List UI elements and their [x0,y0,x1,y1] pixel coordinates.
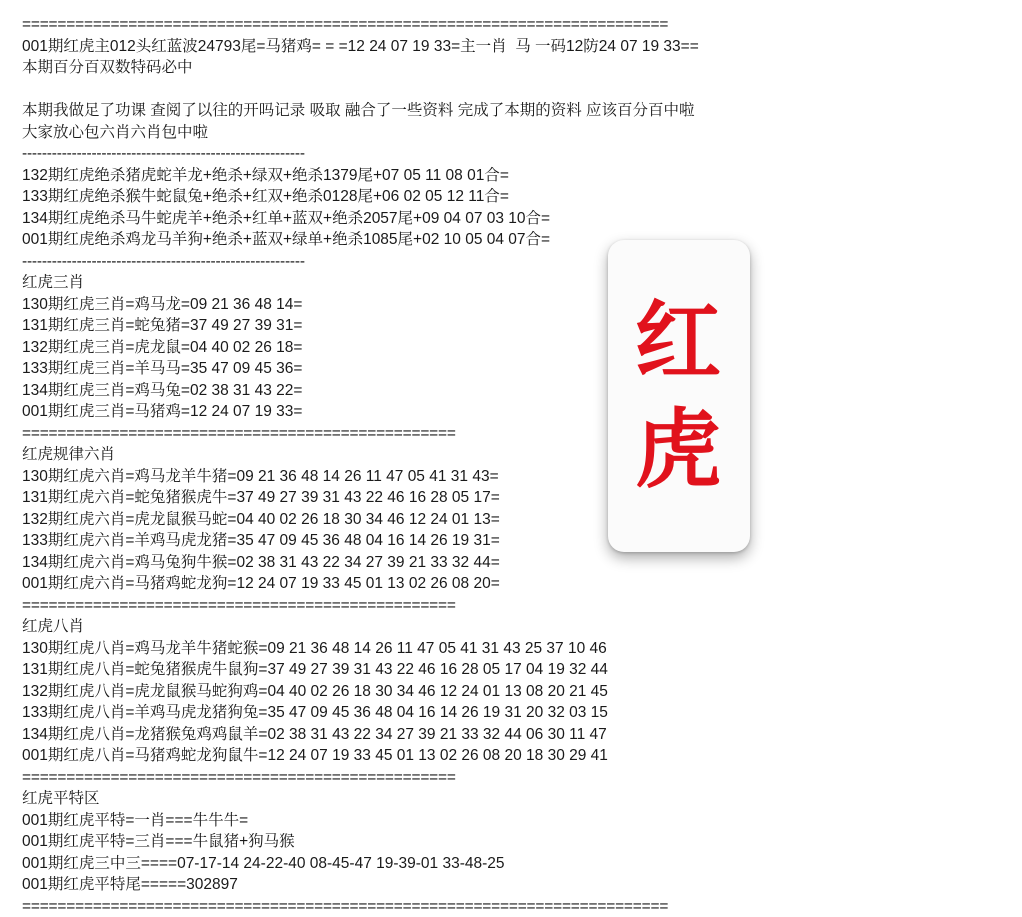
sanxiao-row-3: 132期红虎三肖=虎龙鼠=04 40 02 26 18= [22,337,942,359]
liuxiao-row-2: 131期红虎六肖=蛇兔猪猴虎牛=37 49 27 39 31 43 22 46 16 28 05 17= [22,487,942,509]
baxiao-row-1: 130期红虎八肖=鸡马龙羊牛猪蛇猴=09 21 36 48 14 26 11 47 05 41 31 43 25 37 10 46 [22,638,942,660]
red-tiger-logo-card [608,240,750,552]
baxiao-row-5: 134期红虎八肖=龙猪猴兔鸡鸡鼠羊=02 38 31 43 22 34 27 39 21 33 32 44 06 30 11 47 [22,724,942,746]
logo-char-hong: 红 [635,295,723,389]
pingte-row-3: 001期红虎三中三====07-17-14 24-22-40 08-45-47 19-39-01 33-48-25 [22,853,942,875]
dash-rule-1: --------------------------------------------------------- [22,143,942,165]
sanxiao-row-1: 130期红虎三肖=鸡马龙=09 21 36 48 14= [22,294,942,316]
separator-2: ================================================= [22,595,942,617]
liuxiao-row-3: 132期红虎六肖=虎龙鼠猴马蛇=04 40 02 26 18 30 34 46 12 24 01 13= [22,509,942,531]
pingte-row-4: 001期红虎平特尾=====302897 [22,874,942,896]
section-title-baxiao: 红虎八肖 [22,616,942,638]
baxiao-row-6: 001期红虎八肖=马猪鸡蛇龙狗鼠牛=12 24 07 19 33 45 01 13 02 26 08 20 18 30 29 41 [22,745,942,767]
logo-char-hu: 虎 [635,403,723,497]
juesha-row-2: 133期红虎绝杀猴牛蛇鼠兔+绝杀+红双+绝杀0128尾+06 02 05 12 11合= [22,186,942,208]
juesha-row-4: 001期红虎绝杀鸡龙马羊狗+绝杀+蓝双+绿单+绝杀1085尾+02 10 05 04 07合= [22,229,942,251]
liuxiao-row-6: 001期红虎六肖=马猪鸡蛇龙狗=12 24 07 19 33 45 01 13 02 26 08 20= [22,573,942,595]
sanxiao-row-6: 001期红虎三肖=马猪鸡=12 24 07 19 33= [22,401,942,423]
sanxiao-row-5: 134期红虎三肖=鸡马兔=02 38 31 43 22= [22,380,942,402]
baxiao-row-3: 132期红虎八肖=虎龙鼠猴马蛇狗鸡=04 40 02 26 18 30 34 46 12 24 01 13 08 20 21 45 [22,681,942,703]
pingte-row-2: 001期红虎平特=三肖===牛鼠猪+狗马猴 [22,831,942,853]
intro-line-1: 本期我做足了功课 查阅了以往的开吗记录 吸取 融合了一些资料 完成了本期的资料 应该百分百中啦 [22,100,942,122]
liuxiao-row-5: 134期红虎六肖=鸡马兔狗牛猴=02 38 31 43 22 34 27 39 21 33 32 44= [22,552,942,574]
dash-rule-2: --------------------------------------------------------- [22,251,942,273]
separator-3: ================================================= [22,767,942,789]
section-title-sanxiao: 红虎三肖 [22,272,942,294]
intro-line-2: 大家放心包六肖六肖包中啦 [22,122,942,144]
sanxiao-row-2: 131期红虎三肖=蛇兔猪=37 49 27 39 31= [22,315,942,337]
separator-1: ================================================= [22,423,942,445]
main-line-2: 本期百分百双数特码必中 [22,57,942,79]
main-line-1: 001期红虎主012头红蓝波24793尾=马猪鸡= = =12 24 07 19 33=主一肖 马 一码12防24 07 19 33== [22,36,942,58]
document-body [22,14,942,917]
juesha-row-3: 134期红虎绝杀马牛蛇虎羊+绝杀+红单+蓝双+绝杀2057尾+09 04 07 03 10合= [22,208,942,230]
baxiao-row-4: 133期红虎八肖=羊鸡马虎龙猪狗兔=35 47 09 45 36 48 04 16 14 26 19 31 20 32 03 15 [22,702,942,724]
sanxiao-row-4: 133期红虎三肖=羊马马=35 47 09 45 36= [22,358,942,380]
separator-top: ========================================================================= [22,14,942,36]
liuxiao-row-1: 130期红虎六肖=鸡马龙羊牛猪=09 21 36 48 14 26 11 47 05 41 31 43= [22,466,942,488]
baxiao-row-2: 131期红虎八肖=蛇兔猪猴虎牛鼠狗=37 49 27 39 31 43 22 46 16 28 05 17 04 19 32 44 [22,659,942,681]
section-title-liuxiao: 红虎规律六肖 [22,444,942,466]
pingte-row-1: 001期红虎平特=一肖===牛牛牛= [22,810,942,832]
liuxiao-row-4: 133期红虎六肖=羊鸡马虎龙猪=35 47 09 45 36 48 04 16 14 26 19 31= [22,530,942,552]
juesha-row-1: 132期红虎绝杀猪虎蛇羊龙+绝杀+绿双+绝杀1379尾+07 05 11 08 01合= [22,165,942,187]
separator-bottom: ========================================================================= [22,896,942,917]
spacer-1 [22,79,942,101]
section-title-pingte: 红虎平特区 [22,788,942,810]
